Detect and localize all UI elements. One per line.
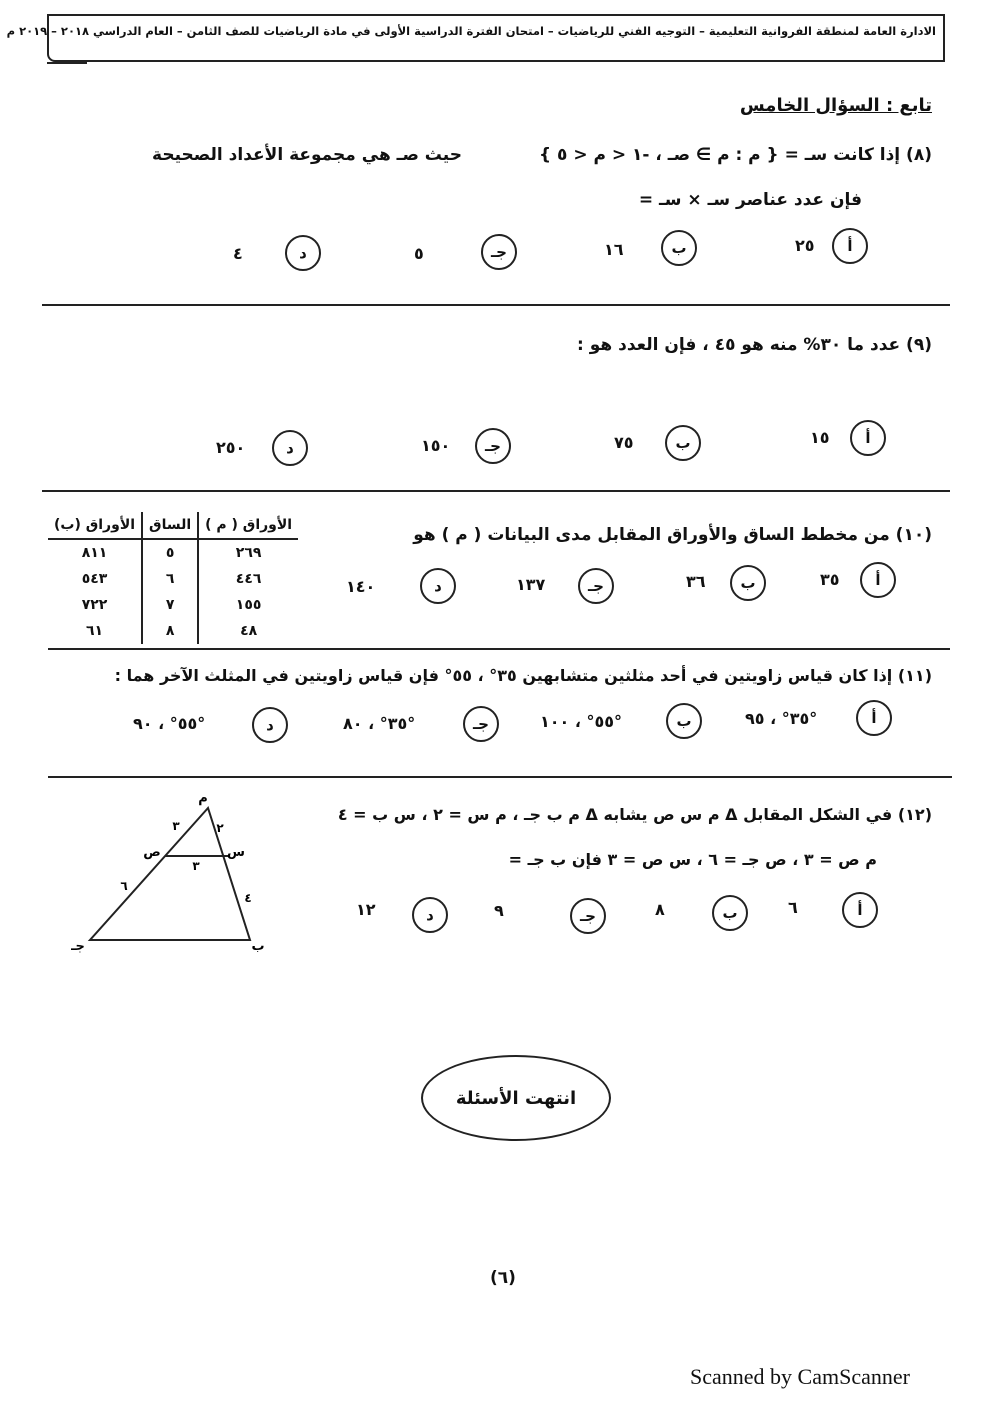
q10-option-d[interactable]: د — [420, 568, 456, 604]
leaves-b: ٥٤٣ — [81, 571, 108, 587]
q10-option-c[interactable]: جـ — [578, 568, 614, 604]
label-left-mid: ص — [143, 845, 161, 860]
leaves-m: ٤٨ — [240, 623, 258, 639]
q10-option-a-value: ٣٥ — [820, 570, 840, 589]
label-bottom-left: جـ — [71, 939, 85, 954]
q12-option-c-value: ٩ — [494, 901, 504, 920]
q8-option-d-value: ٤ — [233, 244, 243, 263]
divider-3 — [48, 648, 950, 650]
q11-option-b-value: ٥٥° ، ١٠٠° — [540, 712, 623, 731]
q9-option-d[interactable]: د — [272, 430, 308, 466]
q9-option-d-value: ٢٥٠ — [216, 438, 246, 457]
q8-line2: فإن عدد عناصر سـ × سـ = — [638, 190, 862, 210]
table-row — [48, 566, 298, 592]
table-row — [48, 618, 298, 644]
stem: ٧ — [142, 592, 198, 618]
q11-option-c[interactable]: جـ — [463, 706, 499, 742]
q12-line1: (١٢) في الشكل المقابل Δ م س ص يشابه Δ م ب جـ ، م س = ٢ ، س ب = ٤ — [337, 805, 932, 824]
label-right-mid: س — [227, 845, 245, 860]
q11-option-a[interactable]: أ — [856, 700, 892, 736]
divider-1 — [42, 304, 950, 306]
q10-option-d-value: ١٤٠ — [346, 577, 376, 596]
page-number: (٦) — [490, 1268, 516, 1288]
header-box — [6, 14, 945, 62]
header-underline — [47, 62, 87, 64]
q11-line1: (١١) إذا كان قياس زاويتين في أحد مثلثين متشابهين ٣٥° ، ٥٥° فإن قياس زاويتين في المثلث الآخر هما : — [114, 666, 932, 685]
q9-option-a[interactable]: أ — [850, 420, 886, 456]
q11-option-c-value: ٣٥° ، ٨٠° — [343, 714, 416, 733]
leaves-b: ٧٢٢ — [81, 597, 108, 613]
leaves-m: ١٥٥ — [235, 597, 262, 613]
q8-option-d[interactable]: د — [285, 235, 321, 271]
q12-option-c[interactable]: جـ — [570, 898, 606, 934]
q12-option-a[interactable]: أ — [842, 892, 878, 928]
q12-option-d[interactable]: د — [412, 897, 448, 933]
q11-option-d[interactable]: د — [252, 707, 288, 743]
q9-option-a-value: ١٥ — [810, 428, 830, 447]
end-label: انتهت الأسئلة — [455, 1087, 577, 1109]
label-ms-side: ٢ — [216, 821, 224, 835]
leaves-b: ٦١ — [85, 623, 104, 639]
q10-option-a[interactable]: أ — [860, 562, 896, 598]
table-header-leaves-b: الأوراق (ب) — [48, 512, 142, 539]
table-row — [48, 539, 298, 566]
label-xy-seg: ٣ — [192, 859, 200, 873]
q9-option-b-value: ٧٥ — [614, 433, 634, 452]
label-bottom-right: ب — [251, 939, 265, 954]
q8-option-c-value: ٥ — [414, 244, 424, 263]
divider-4 — [48, 776, 952, 778]
label-am-side: ٣ — [172, 819, 180, 833]
q12-line2: م ص = ٣ ، ص جـ = ٦ ، س ص = ٣ فإن ب جـ = — [508, 850, 877, 869]
similar-triangles-figure — [60, 790, 290, 965]
q8-line1a: (٨) إذا كانت سـ = { م : م ∋ صـ ، -١ < م < ٥ } — [538, 145, 932, 165]
table-row — [48, 592, 298, 618]
q10-line1: (١٠) من مخطط الساق والأوراق المقابل مدى البيانات ( م ) هو — [413, 525, 932, 545]
stem-leaf-table — [48, 512, 298, 644]
q12-option-b-value: ٨ — [655, 900, 665, 919]
divider-2 — [42, 490, 950, 492]
q8-option-a[interactable]: أ — [832, 228, 868, 264]
q10-option-b-value: ٣٦ — [686, 572, 706, 591]
q12-option-d-value: ١٢ — [356, 900, 376, 919]
table-header-stem: الساق — [142, 512, 198, 539]
table-header-leaves-m: الأوراق ( م ) — [198, 512, 298, 539]
q8-line1b: حيث صـ هي مجموعة الأعداد الصحيحة — [152, 145, 462, 165]
q8-option-a-value: ٢٥ — [795, 236, 815, 255]
label-xb-seg: ٤ — [244, 891, 252, 905]
q9-option-b[interactable]: ب — [665, 425, 701, 461]
leaves-m: ٢٦٩ — [235, 545, 262, 561]
exam-header: الادارة العامة لمنطقة الفروانية التعليمية – التوجيه الفني للرياضيات – امتحان الفترة الدراسية الأولى في مادة الرياضيات للصف الثامن – العام الدراسي ٢٠١٨ – ٢٠١٩ م — [6, 24, 936, 38]
q11-option-d-value: ٥٥° ، ٩٠° — [133, 714, 206, 733]
leaves-m: ٤٤٦ — [235, 571, 262, 587]
q8-option-b-value: ١٦ — [604, 240, 624, 259]
q11-option-b[interactable]: ب — [666, 703, 702, 739]
q8-option-c[interactable]: جـ — [481, 234, 517, 270]
q9-line1: (٩) عدد ما ٣٠% منه هو ٤٥ ، فإن العدد هو : — [577, 335, 932, 355]
q9-option-c-value: ١٥٠ — [421, 436, 451, 455]
q10-option-b[interactable]: ب — [730, 565, 766, 601]
scanner-watermark: Scanned by CamScanner — [690, 1364, 910, 1389]
q9-option-c[interactable]: جـ — [475, 428, 511, 464]
end-of-questions-badge — [421, 1055, 611, 1141]
q8-option-b[interactable]: ب — [661, 230, 697, 266]
section-title: تابع : السؤال الخامس — [739, 95, 932, 116]
q11-option-a-value: ٣٥° ، ٩٥° — [745, 709, 818, 728]
stem: ٥ — [142, 539, 198, 566]
stem: ٦ — [142, 566, 198, 592]
stem: ٨ — [142, 618, 198, 644]
q12-option-b[interactable]: ب — [712, 895, 748, 931]
q12-option-a-value: ٦ — [788, 898, 798, 917]
triangle-outline — [90, 808, 250, 940]
label-apex: م — [198, 791, 208, 806]
leaves-b: ٨١١ — [81, 545, 108, 561]
label-yc-seg: ٦ — [120, 879, 128, 893]
q10-option-c-value: ١٣٧ — [516, 575, 546, 594]
